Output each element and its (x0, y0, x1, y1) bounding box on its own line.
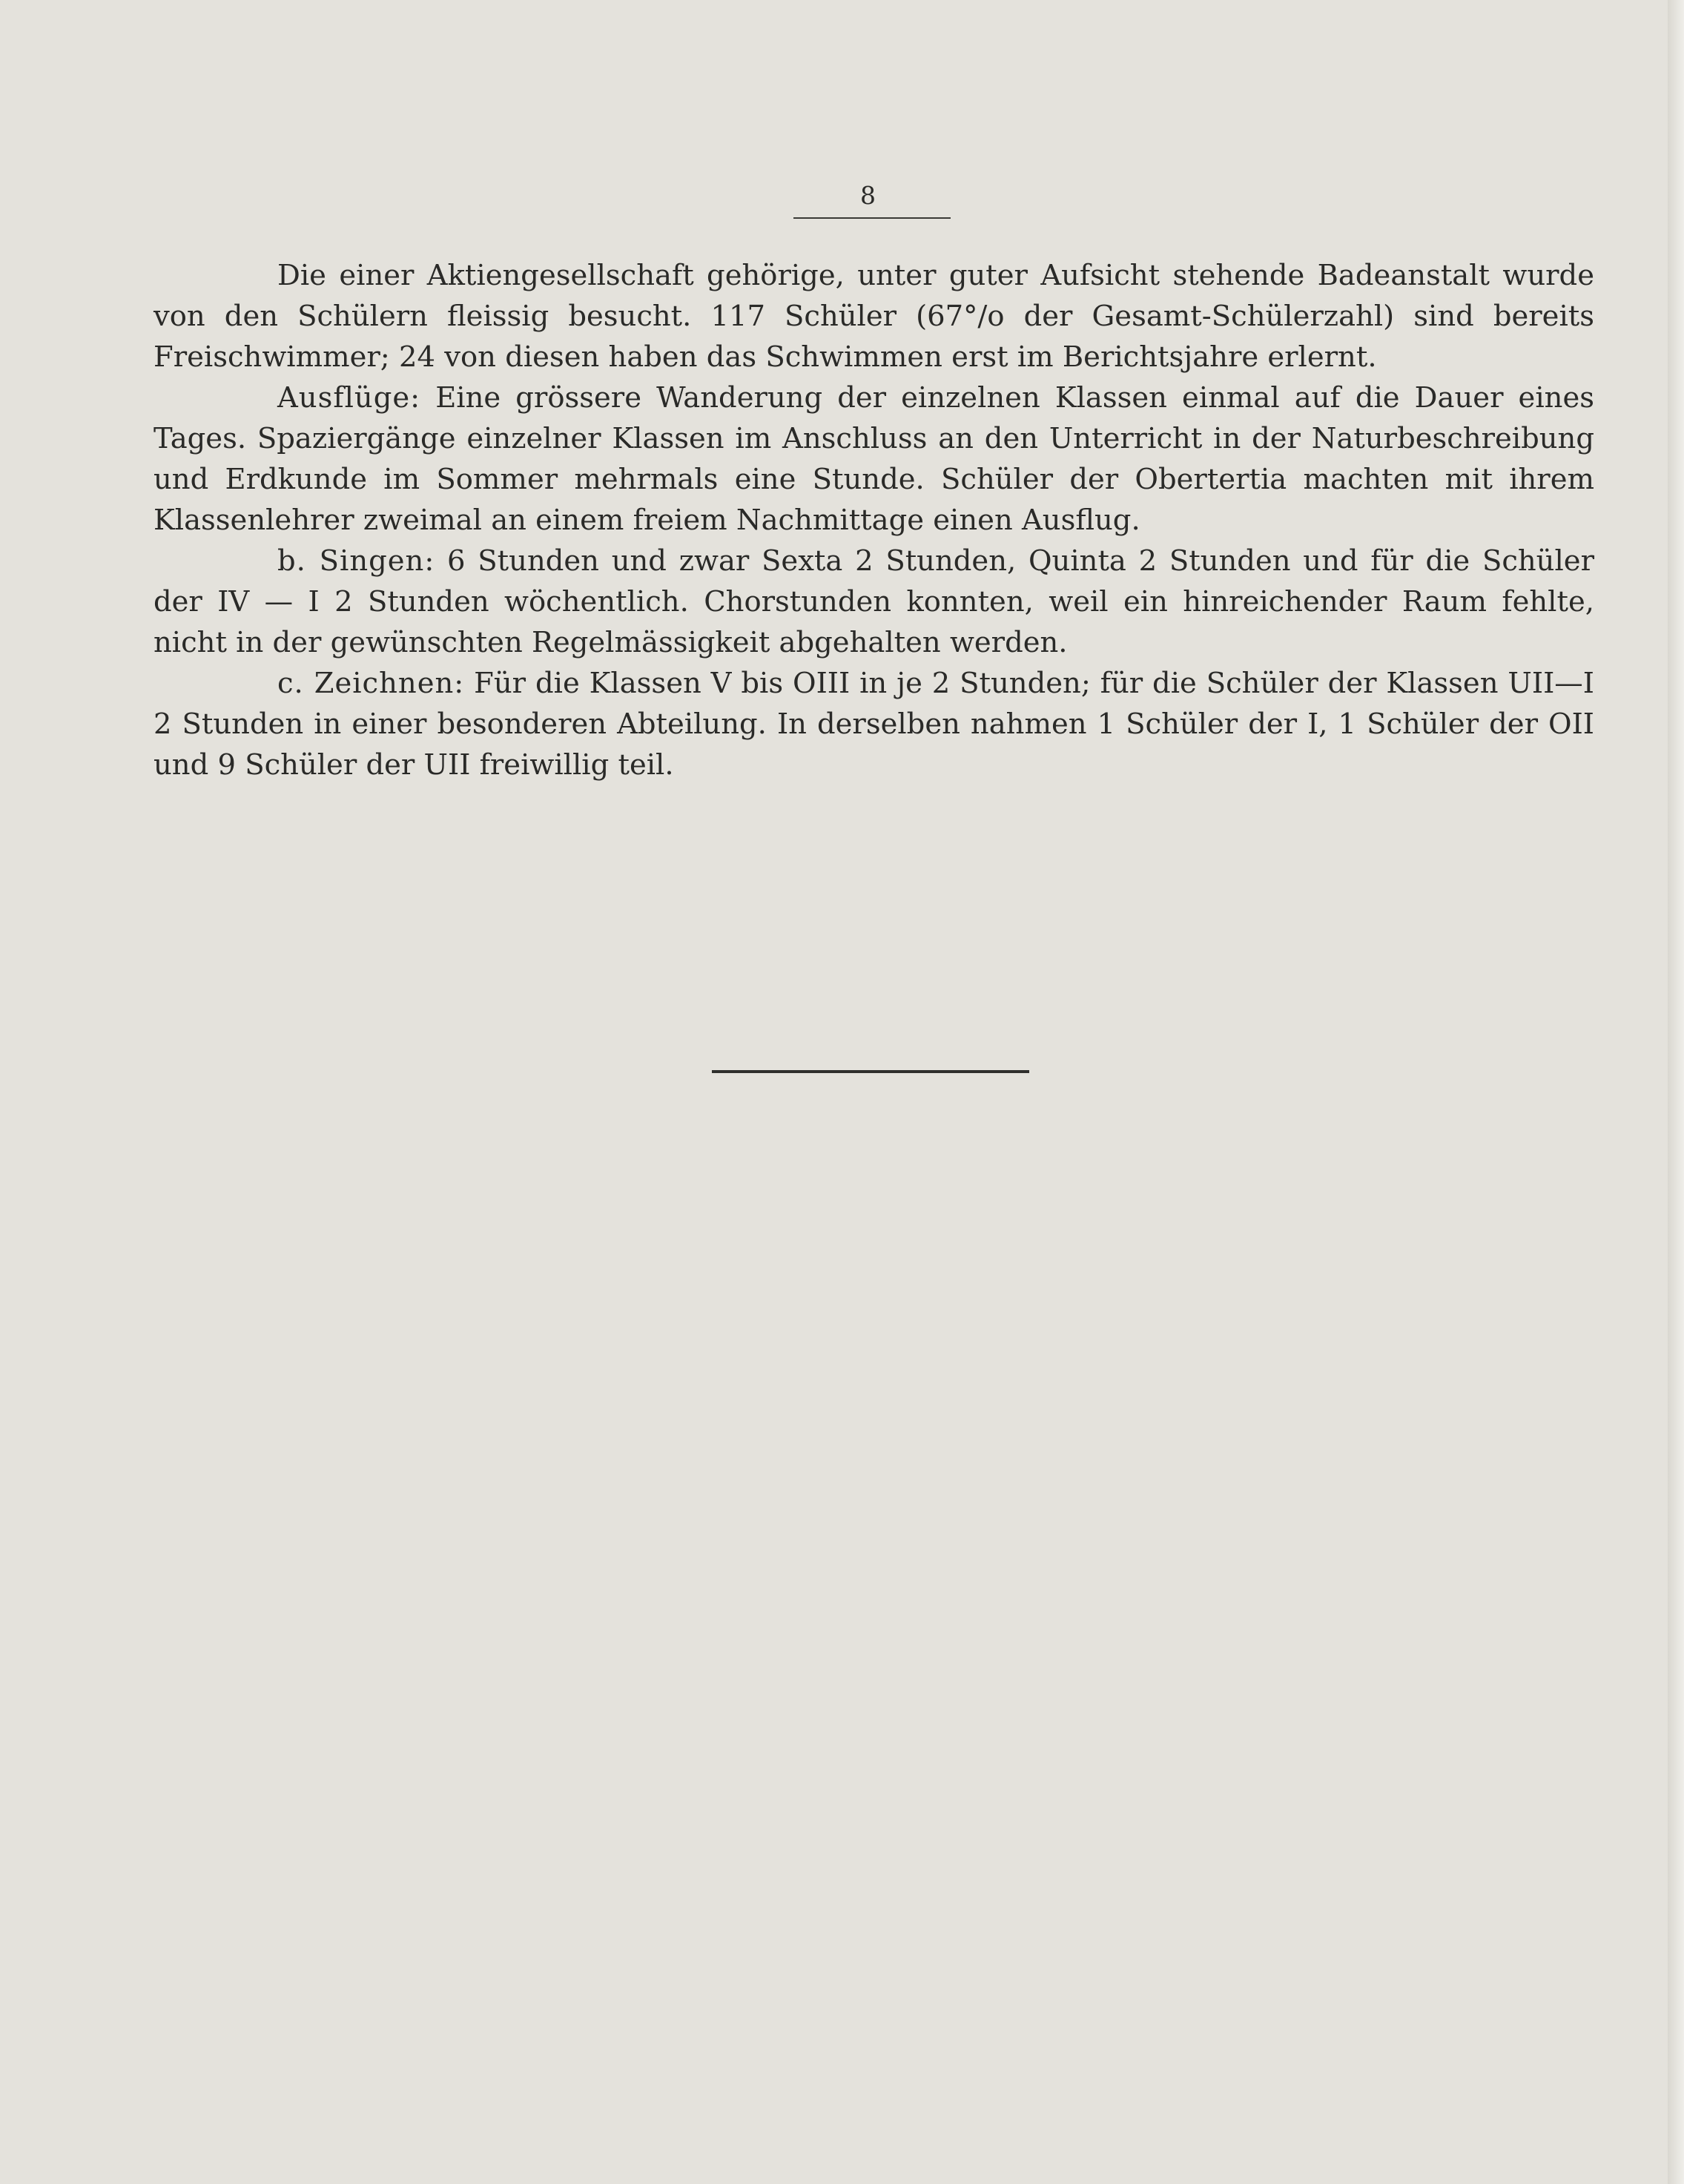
paragraph-excursions-text: Eine grössere Wanderung der einzelnen Klassen einmal auf die Dauer eines Tages. Spaziergänge einzelner Klassen im Anschluss an den Unterricht in der Naturbeschreibung und Erdkunde im Sommer mehrmals eine Stunde. Schüler der Obertertia machten mit ihrem Klassenlehrer zweimal an einem freiem Nachmittage einen Ausflug. (153, 381, 1594, 537)
body-text (153, 255, 1594, 785)
paragraph-excursions-label: Ausflüge: (277, 381, 421, 415)
paragraph-singing-text: 6 Stunden und zwar Sexta 2 Stunden, Quinta 2 Stunden und für die Schüler der IV — I 2 Stunden wöchentlich. Chorstunden konnten, weil ein hinreichender Raum fehlte, nicht in der gewünschten Regelmässigkeit abgehalten werden. (153, 544, 1594, 659)
paragraph-drawing-label: c. Zeichnen: (277, 667, 465, 700)
paragraph-singing (153, 541, 1594, 663)
end-rule (712, 1070, 1029, 1073)
paragraph-excursions (153, 377, 1594, 541)
paragraph-bath-text: Die einer Aktiengesellschaft gehörige, unter guter Aufsicht stehende Badeanstalt wurde von den Schülern fleissig besucht. 117 Schüler (67°/o der Gesamt-Schülerzahl) sind bereits Freischwimmer; 24 von diesen haben das Schwimmen erst im Berichtsjahre erlernt. (153, 259, 1594, 374)
paragraph-drawing (153, 663, 1594, 785)
paragraph-bath (153, 255, 1594, 377)
header-rule (793, 217, 951, 219)
page-edge (1668, 0, 1684, 2184)
paragraph-singing-label: b. Singen: (277, 544, 435, 578)
page-number: 8 (860, 181, 876, 210)
paragraph-drawing-text: Für die Klassen V bis OIII in je 2 Stunden; für die Schüler der Klassen UII—I 2 Stunden in einer besonderen Abteilung. In derselben nahmen 1 Schüler der I, 1 Schüler der OII und 9 Schüler der UII freiwillig teil. (153, 667, 1594, 782)
